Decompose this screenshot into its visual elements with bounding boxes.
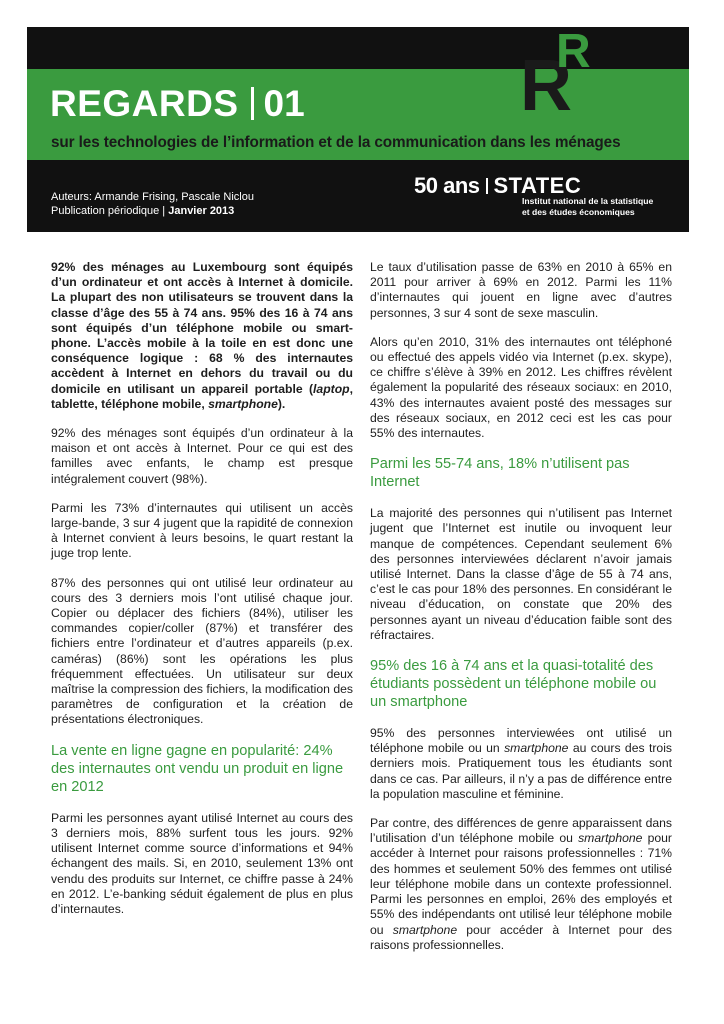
smartphone-term: smartphone: [504, 741, 569, 756]
paragraph: Parmi les 73% d’internautes qui utilisent un accès large-bande, 3 sur 4 jugent que la rapidité de connexion à Internet convient à leurs besoins, le quart restant la juge trop lente.: [51, 500, 353, 561]
intro-paragraph: [51, 260, 353, 412]
publication-meta: [51, 190, 254, 218]
paragraph: [370, 816, 672, 953]
smartphone-term: smartphone: [392, 922, 458, 937]
paragraph: 87% des personnes qui ont utilisé leur ordinateur au cours des 3 derniers mois l’ont utilisé chaque jour. Copier ou déplacer des fichiers (84%), utiliser les commandes copier/coller (87%) et transférer des fichiers entre l’ordinateur et d’autres appareils (p.ex. caméras) (86%) sont les opérations les plus fréquemment effectuées. Un utilisateur sur deux maîtrise la compression des fichiers, la modification des paramètres de configuration et la création de présentations électroniques.: [51, 575, 353, 727]
paragraph: La majorité des personnes qui n’utilisent pas Internet jugent que l’Internet est inutile ou invoquent leur manque de compétences. Cependant seulement 6% des personnes interviewées déclarent n’avoir jamais utilisé Internet. Dans la classe d’âge de 55 à 74 ans, c’est le cas pour 18% des personnes. En considérant le niveau d’éducation, on constate que 20% des personnes ayant un niveau d’éducation faible sont des réfractaires.: [370, 506, 672, 642]
section-heading: La vente en ligne gagne en popularité: 24% des internautes ont vendu un produit en ligne en 2012: [51, 742, 344, 795]
paragraph-text: au cours des trois derniers mois. Pratiquement tous les étudiants sont dans ce cas. Par ailleurs, il n’y a pas de différence entre la population masculine et féminine.: [370, 741, 672, 801]
r-logo-small: R: [556, 25, 591, 78]
institute-line-1: Institut national de la statistique: [522, 196, 654, 206]
smartphone-term: smartphone: [578, 831, 643, 846]
intro-text-c: ).: [277, 396, 286, 411]
institute-line-2: et des études économiques: [522, 207, 635, 217]
intro-text-b: , tablette, téléphone mobile,: [51, 381, 353, 411]
publication-line: [51, 204, 254, 218]
right-column: [370, 260, 672, 967]
issue-number: 01: [263, 83, 305, 124]
intro-smartphone: smartphone: [208, 396, 278, 411]
paragraph-text: pour accéder à Internet pour des raisons professionnelles.: [370, 922, 672, 952]
paragraph: [370, 726, 672, 802]
publication-label: Publication périodique |: [51, 205, 166, 217]
section-heading: 95% des 16 à 74 ans et la quasi-totalité des étudiants possèdent un téléphone mobile ou un smartphone: [370, 658, 657, 711]
paragraph: Le taux d’utilisation passe de 63% en 2010 à 65% en 2011 pour arriver à 69% en 2012. Parmi les 11% d’internautes qui jouent en ligne avec d’autres personnes, 3 sur 4 sont de sexe masculin.: [370, 260, 672, 320]
anniversary-label: 50 ans: [414, 173, 480, 198]
paragraph-text: pour accéder à Internet pour raisons professionnelles : 71% des hommes et seulement 50% des femmes ont utilisé leur téléphone mobile dans un contexte professionnel. Parmi les personnes en emploi, 26% des employés et 55% des indépendants ont utilisé leur téléphone mobile ou: [370, 831, 672, 937]
paragraph: Parmi les personnes ayant utilisé Internet au cours des 3 derniers mois, 88% surfent tous les jours. 92% utilisent Internet comme source d’informations et 94% échangent des mails. Si, en 2010, seulement 13% ont vendu des produits sur Internet, ce chiffre passe à 24% en 2012. L’e-banking séduit également de plus en plus d’internautes.: [51, 810, 353, 916]
paragraph-text: Par contre, des différences de genre apparaissent dans l’utilisation d’un téléphone mobile ou: [370, 816, 672, 846]
institute-name: [522, 196, 653, 218]
r-logo-large: R: [520, 46, 570, 126]
paragraph-text: 95% des personnes interviewées ont utilisé un téléphone mobile ou un: [370, 726, 672, 756]
publication-date: Janvier 2013: [168, 205, 235, 217]
left-column: [51, 260, 353, 931]
title-divider: [251, 87, 254, 120]
paragraph: 92% des ménages sont équipés d’un ordinateur à la maison et ont accès à Internet. Pour ce qui est des familles avec enfants, le champ est presque intégralement couvert (98%).: [51, 426, 353, 486]
title-row: [50, 85, 305, 122]
section-heading: Parmi les 55-74 ans, 18% n’utilisent pas Internet: [370, 456, 630, 491]
authors: Auteurs: Armande Frising, Pascale Niclou: [51, 191, 254, 203]
org-name: STATEC: [493, 173, 582, 198]
publication-title: REGARDS: [50, 83, 239, 124]
paragraph: Alors qu’en 2010, 31% des internautes ont téléphoné ou effectué des appels vidéo via Internet (p.ex. skype), ce chiffre s’élève à 39% en 2012. Les chiffres révèlent également la popularité des réseaux sociaux: en 2010, 43% des internautes avaient posté des messages sur des réseaux sociaux, en 2012 ceci est les cas pour 55% des internautes.: [370, 334, 672, 441]
intro-text-a: 92% des ménages au Luxembourg sont équipés d’un ordinateur et ont accès à Internet à domicile. La plupart des non utilisateurs se trouvent dans la classe d’âge des 55 à 74 ans. 95% des 16 à 74 ans sont équipés d’un téléphone mobile ou smart-phone. L’accès mobile à la toile en est donc une conséquence logique : 68 % des internautes accèdent à Internet en dehors du travail ou du domicile en utilisant un appareil portable (: [51, 260, 353, 396]
intro-laptop: laptop: [313, 381, 350, 396]
logo-divider: [486, 178, 488, 194]
publication-subtitle: sur les technologies de l’information et de la communication dans les ménages: [51, 134, 621, 151]
